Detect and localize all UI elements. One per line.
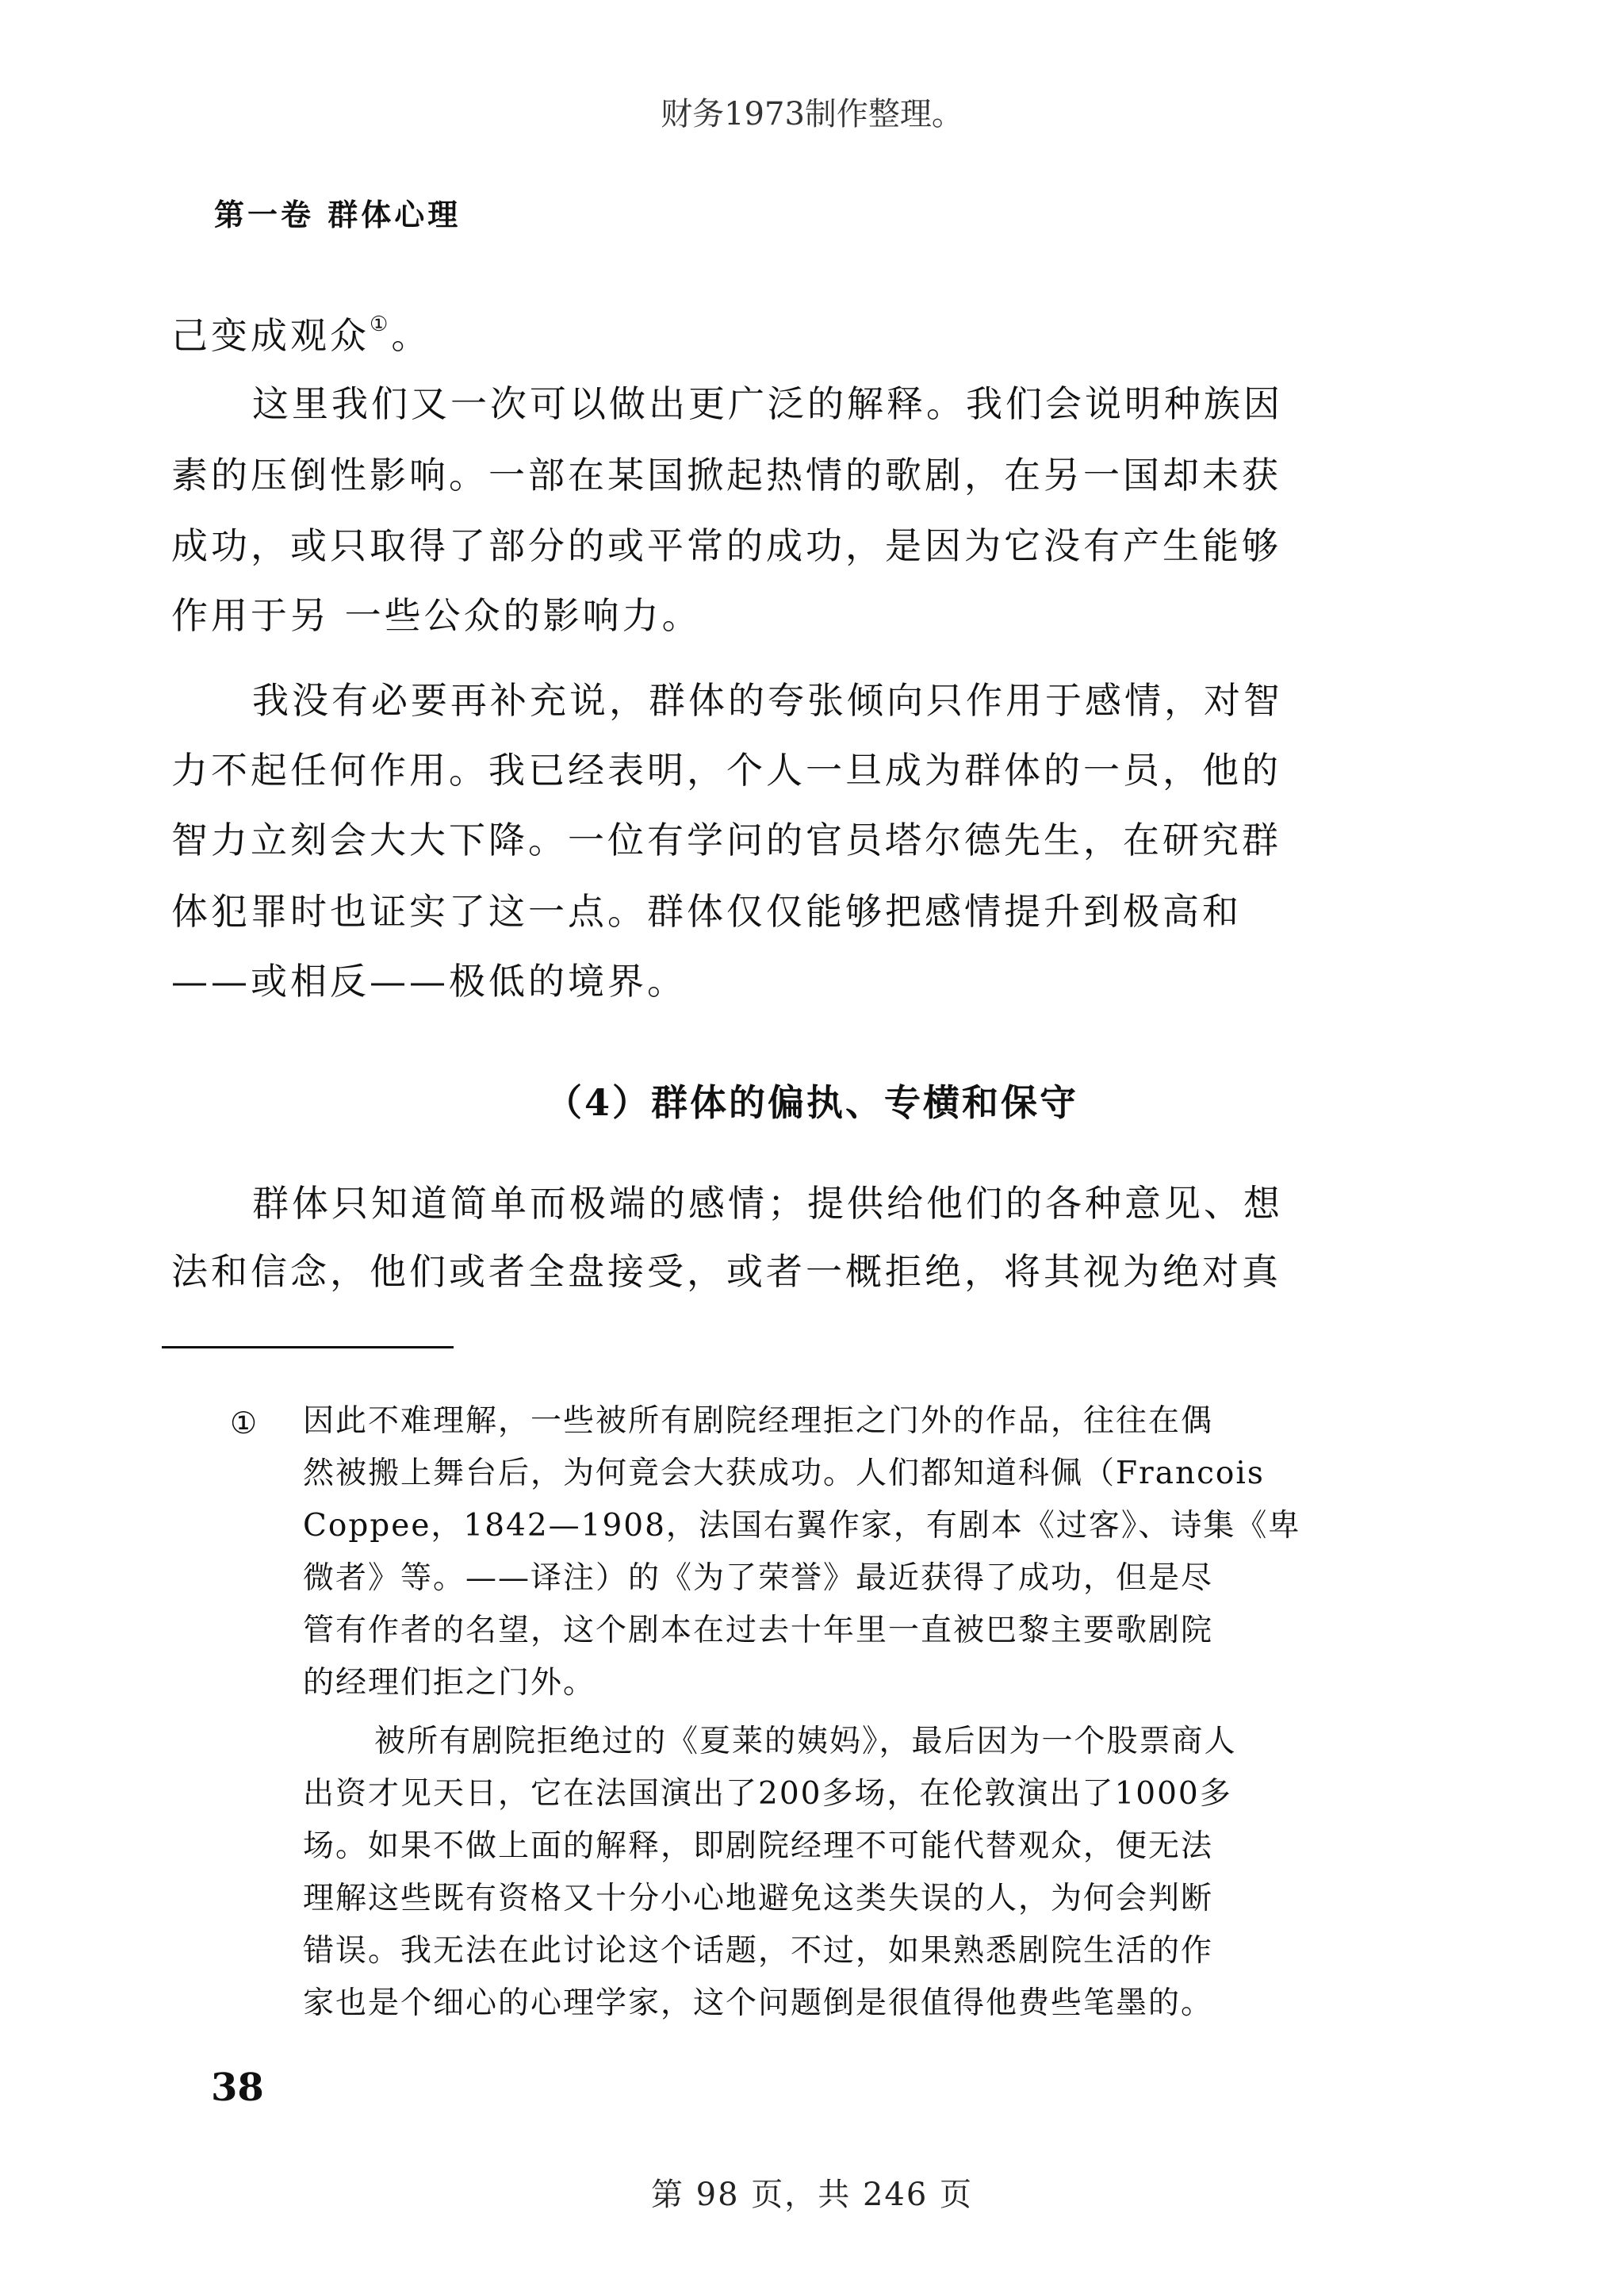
footnote-line: 管有作者的名望，这个剧本在过去十年里一直被巴黎主要歌剧院 (303, 1613, 1214, 1648)
footnote-marker: ① (230, 1406, 258, 1440)
body-line: 成功，或只取得了部分的或平常的成功，是因为它没有产生能够 (171, 524, 1281, 567)
footnote-line: 场。如果不做上面的解释，即剧院经理不可能代替观众，便无法 (303, 1828, 1214, 1864)
footnote-line: 然被搬上舞台后，为何竟会大获成功。人们都知道科佩（Francois (303, 1456, 1265, 1491)
footnote-line: 出资才见天日，它在法国演出了200多场，在伦敦演出了1000多 (303, 1776, 1232, 1812)
page-number: 38 (211, 2066, 264, 2110)
footnote-line: 被所有剧院拒绝过的《夏莱的姨妈》，最后因为一个股票商人 (374, 1724, 1237, 1759)
section-heading: （4）群体的偏执、专横和保守 (545, 1081, 1078, 1124)
footnote-line: 理解这些既有资格又十分小心地避免这类失误的人，为何会判断 (303, 1881, 1214, 1916)
footnote-line: 因此不难理解，一些被所有剧院经理拒之门外的作品，往往在偶 (303, 1403, 1214, 1439)
body-line (171, 313, 431, 357)
body-line: 作用于另 一些公众的影响力。 (171, 594, 702, 637)
body-line: 智力立刻会大大下降。一位有学问的官员塔尔德先生，在研究群 (171, 819, 1281, 861)
body-line: 力不起任何作用。我已经表明，个人一旦成为群体的一员，他的 (171, 749, 1281, 792)
watermark: 财务1973制作整理。 (661, 96, 963, 132)
running-head: 第一卷 群体心理 (214, 197, 462, 232)
body-line: 法和信念，他们或者全盘接受，或者一概拒绝，将其视为绝对真 (171, 1250, 1281, 1293)
footnote-line: 家也是个细心的心理学家，这个问题倒是很值得他费些笔墨的。 (303, 1985, 1214, 2021)
footnote-divider (162, 1346, 454, 1348)
page-counter: 第 98 页，共 246 页 (650, 2177, 974, 2213)
body-line: 这里我们又一次可以做出更广泛的解释。我们会说明种族因 (252, 382, 1283, 425)
body-line: 群体只知道简单而极端的感情；提供给他们的各种意见、想 (252, 1182, 1283, 1225)
footnote-line: 微者》等。——译注）的《为了荣誉》最近获得了成功，但是尽 (303, 1560, 1214, 1596)
body-text: 。 (391, 314, 431, 357)
footnote-reference[interactable]: ① (370, 313, 392, 336)
body-text: 己变成观众 (171, 314, 370, 357)
body-line: ——或相反——极低的境界。 (171, 960, 687, 1003)
body-line: 体犯罪时也证实了这一点。群体仅仅能够把感情提升到极高和 (171, 890, 1242, 933)
body-line: 素的压倒性影响。一部在某国掀起热情的歌剧，在另一国却未获 (171, 454, 1281, 497)
footnote-line: 的经理们拒之门外。 (303, 1665, 596, 1701)
footnote-line: 错误。我无法在此讨论这个话题，不过，如果熟悉剧院生活的作 (303, 1933, 1214, 1969)
footnote-line: Coppee，1842—1908，法国右翼作家，有剧本《过客》、诗集《卑 (303, 1508, 1301, 1544)
body-line: 我没有必要再补充说，群体的夸张倾向只作用于感情，对智 (252, 679, 1283, 722)
